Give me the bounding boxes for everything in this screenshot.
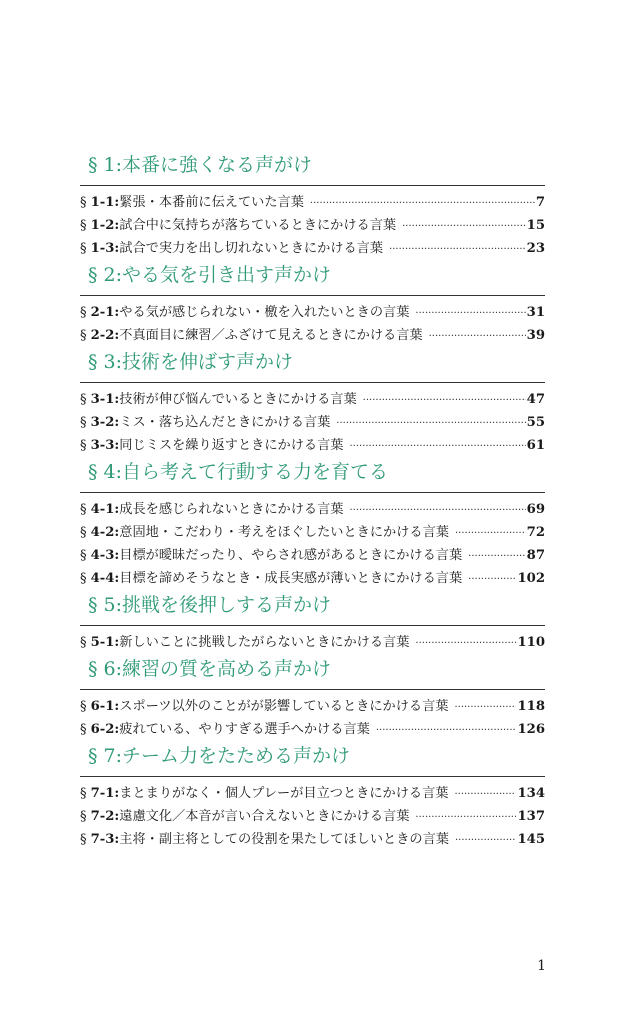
page-number: 1	[537, 958, 546, 974]
dot-leader	[402, 215, 526, 238]
section-mark: §	[80, 548, 87, 563]
entry-code: 4-4:	[90, 571, 120, 586]
dot-leader	[363, 389, 526, 412]
entry-label: 成長を感じられないときにかける言葉	[119, 502, 344, 517]
entry-code: 2-1:	[90, 305, 120, 320]
toc-entry[interactable]	[80, 324, 545, 347]
section-mark: §	[80, 415, 87, 430]
dot-leader	[415, 632, 516, 655]
section-mark: §	[80, 786, 87, 801]
toc-entry[interactable]	[80, 828, 545, 851]
entry-code: 1-3:	[90, 241, 120, 256]
section-mark: §	[80, 525, 87, 540]
toc-entry[interactable]	[80, 434, 545, 457]
dot-leader	[349, 435, 525, 458]
dot-leader	[468, 545, 525, 568]
entry-code: 1-1:	[90, 195, 120, 210]
dot-leader	[455, 829, 516, 852]
toc-entry[interactable]	[80, 718, 545, 741]
toc-entry[interactable]	[80, 498, 545, 521]
entry-code: 6-2:	[90, 722, 120, 737]
section-divider	[80, 689, 545, 690]
entry-label: スポーツ以外のことがが影響しているときにかける言葉	[119, 699, 449, 714]
toc-entry[interactable]	[80, 695, 545, 718]
entry-label: ミス・落ち込んだときにかける言葉	[119, 415, 331, 430]
entry-label: 疲れている、やりすぎる選手へかける言葉	[119, 722, 370, 737]
section-divider	[80, 295, 545, 296]
section-title: § 4:自ら考えて行動する力を育てる	[88, 461, 389, 483]
entry-page: 134	[517, 786, 545, 801]
entry-code: 4-2:	[90, 525, 120, 540]
section-title: § 7:チーム力をたためる声かけ	[88, 745, 351, 767]
entry-label: 緊張・本番前に伝えていた言葉	[119, 195, 304, 210]
dot-leader	[429, 325, 526, 348]
section-divider	[80, 492, 545, 493]
toc-entry[interactable]	[80, 782, 545, 805]
entry-page: 118	[517, 699, 545, 714]
toc-section-5	[80, 590, 545, 654]
toc-section-2	[80, 260, 545, 347]
entry-code: 4-3:	[90, 548, 120, 563]
dot-leader	[415, 806, 516, 829]
toc-entry[interactable]	[80, 805, 545, 828]
dot-leader	[454, 783, 516, 806]
entry-code: 6-1:	[90, 699, 120, 714]
toc-entry[interactable]	[80, 191, 545, 214]
entry-label: まとまりがなく・個人プレーが目立つときにかける言葉	[119, 786, 449, 801]
entry-label: やる気が感じられない・檄を入れたいときの言葉	[119, 305, 410, 320]
entry-page: 15	[526, 218, 545, 233]
dot-leader	[310, 192, 535, 215]
entry-page: 23	[526, 241, 545, 256]
section-mark: §	[80, 832, 87, 847]
section-mark: §	[80, 722, 87, 737]
entry-page: 39	[526, 328, 545, 343]
entry-label: 試合で実力を出し切れないときにかける言葉	[119, 241, 384, 256]
entry-code: 2-2:	[90, 328, 120, 343]
toc-section-4	[80, 457, 545, 590]
section-mark: §	[80, 502, 87, 517]
section-divider	[80, 776, 545, 777]
dot-leader	[389, 238, 526, 261]
dot-leader	[336, 412, 525, 435]
entry-label: 不真面目に練習／ふざけて見えるときにかける言葉	[119, 328, 423, 343]
entry-page: 110	[517, 635, 545, 650]
entry-page: 72	[526, 525, 545, 540]
entry-page: 61	[526, 438, 545, 453]
section-divider	[80, 185, 545, 186]
entry-page: 31	[526, 305, 545, 320]
entry-label: 遠慮文化／本音が言い合えないときにかける言葉	[119, 809, 410, 824]
toc-entry[interactable]	[80, 521, 545, 544]
entry-code: 3-2:	[90, 415, 120, 430]
entry-code: 7-2:	[90, 809, 120, 824]
section-title: § 5:挑戦を後押しする声かけ	[88, 594, 332, 616]
section-divider	[80, 382, 545, 383]
toc-section-7	[80, 741, 545, 851]
section-mark: §	[80, 218, 87, 233]
section-title: § 3:技術を伸ばす声かけ	[88, 351, 294, 373]
entry-page: 102	[517, 571, 545, 586]
section-mark: §	[80, 305, 87, 320]
entry-page: 47	[526, 392, 545, 407]
dot-leader	[415, 302, 525, 325]
entry-page: 87	[526, 548, 545, 563]
entry-page: 7	[535, 195, 545, 210]
toc-entry[interactable]	[80, 237, 545, 260]
toc-section-6	[80, 654, 545, 741]
toc-entry[interactable]	[80, 388, 545, 411]
toc-section-1	[80, 150, 545, 260]
entry-label: 同じミスを繰り返すときにかける言葉	[119, 438, 344, 453]
toc-entry[interactable]	[80, 544, 545, 567]
table-of-contents	[80, 150, 545, 851]
entry-label: 意固地・こだわり・考えをほぐしたいときにかける言葉	[119, 525, 449, 540]
entry-label: 技術が伸び悩んでいるときにかける言葉	[119, 392, 357, 407]
dot-leader	[376, 719, 517, 742]
section-mark: §	[80, 571, 87, 586]
dot-leader	[468, 568, 516, 591]
entry-label: 目標が曖昧だったり、やらされ感があるときにかける言葉	[119, 548, 463, 563]
dot-leader	[454, 696, 516, 719]
section-mark: §	[80, 241, 87, 256]
section-title: § 2:やる気を引き出す声かけ	[88, 264, 332, 286]
entry-code: 1-2:	[90, 218, 120, 233]
dot-leader	[349, 499, 525, 522]
section-mark: §	[80, 635, 87, 650]
entry-code: 5-1:	[90, 635, 120, 650]
entry-code: 4-1:	[90, 502, 120, 517]
section-mark: §	[80, 438, 87, 453]
section-mark: §	[80, 328, 87, 343]
entry-label: 主将・副主将としての役割を果たしてほしいときの言葉	[119, 832, 449, 847]
entry-page: 55	[526, 415, 545, 430]
entry-code: 3-3:	[90, 438, 120, 453]
section-title: § 1:本番に強くなる声がけ	[88, 154, 313, 176]
section-mark: §	[80, 392, 87, 407]
section-title: § 6:練習の質を高める声かけ	[88, 658, 332, 680]
entry-label: 新しいことに挑戦したがらないときにかける言葉	[119, 635, 410, 650]
dot-leader	[455, 522, 526, 545]
entry-page: 137	[517, 809, 545, 824]
entry-label: 試合中に気持ちが落ちているときにかける言葉	[119, 218, 397, 233]
entry-page: 126	[517, 722, 545, 737]
toc-entry[interactable]	[80, 567, 545, 590]
section-mark: §	[80, 699, 87, 714]
section-mark: §	[80, 809, 87, 824]
section-divider	[80, 625, 545, 626]
entry-code: 7-1:	[90, 786, 120, 801]
entry-code: 7-3:	[90, 832, 120, 847]
entry-page: 69	[526, 502, 545, 517]
entry-page: 145	[517, 832, 545, 847]
toc-entry[interactable]	[80, 301, 545, 324]
toc-section-3	[80, 347, 545, 457]
entry-code: 3-1:	[90, 392, 120, 407]
toc-entry[interactable]	[80, 631, 545, 654]
section-mark: §	[80, 195, 87, 210]
toc-entry[interactable]	[80, 214, 545, 237]
entry-label: 目標を諦めそうなとき・成長実感が薄いときにかける言葉	[119, 571, 463, 586]
toc-entry[interactable]	[80, 411, 545, 434]
